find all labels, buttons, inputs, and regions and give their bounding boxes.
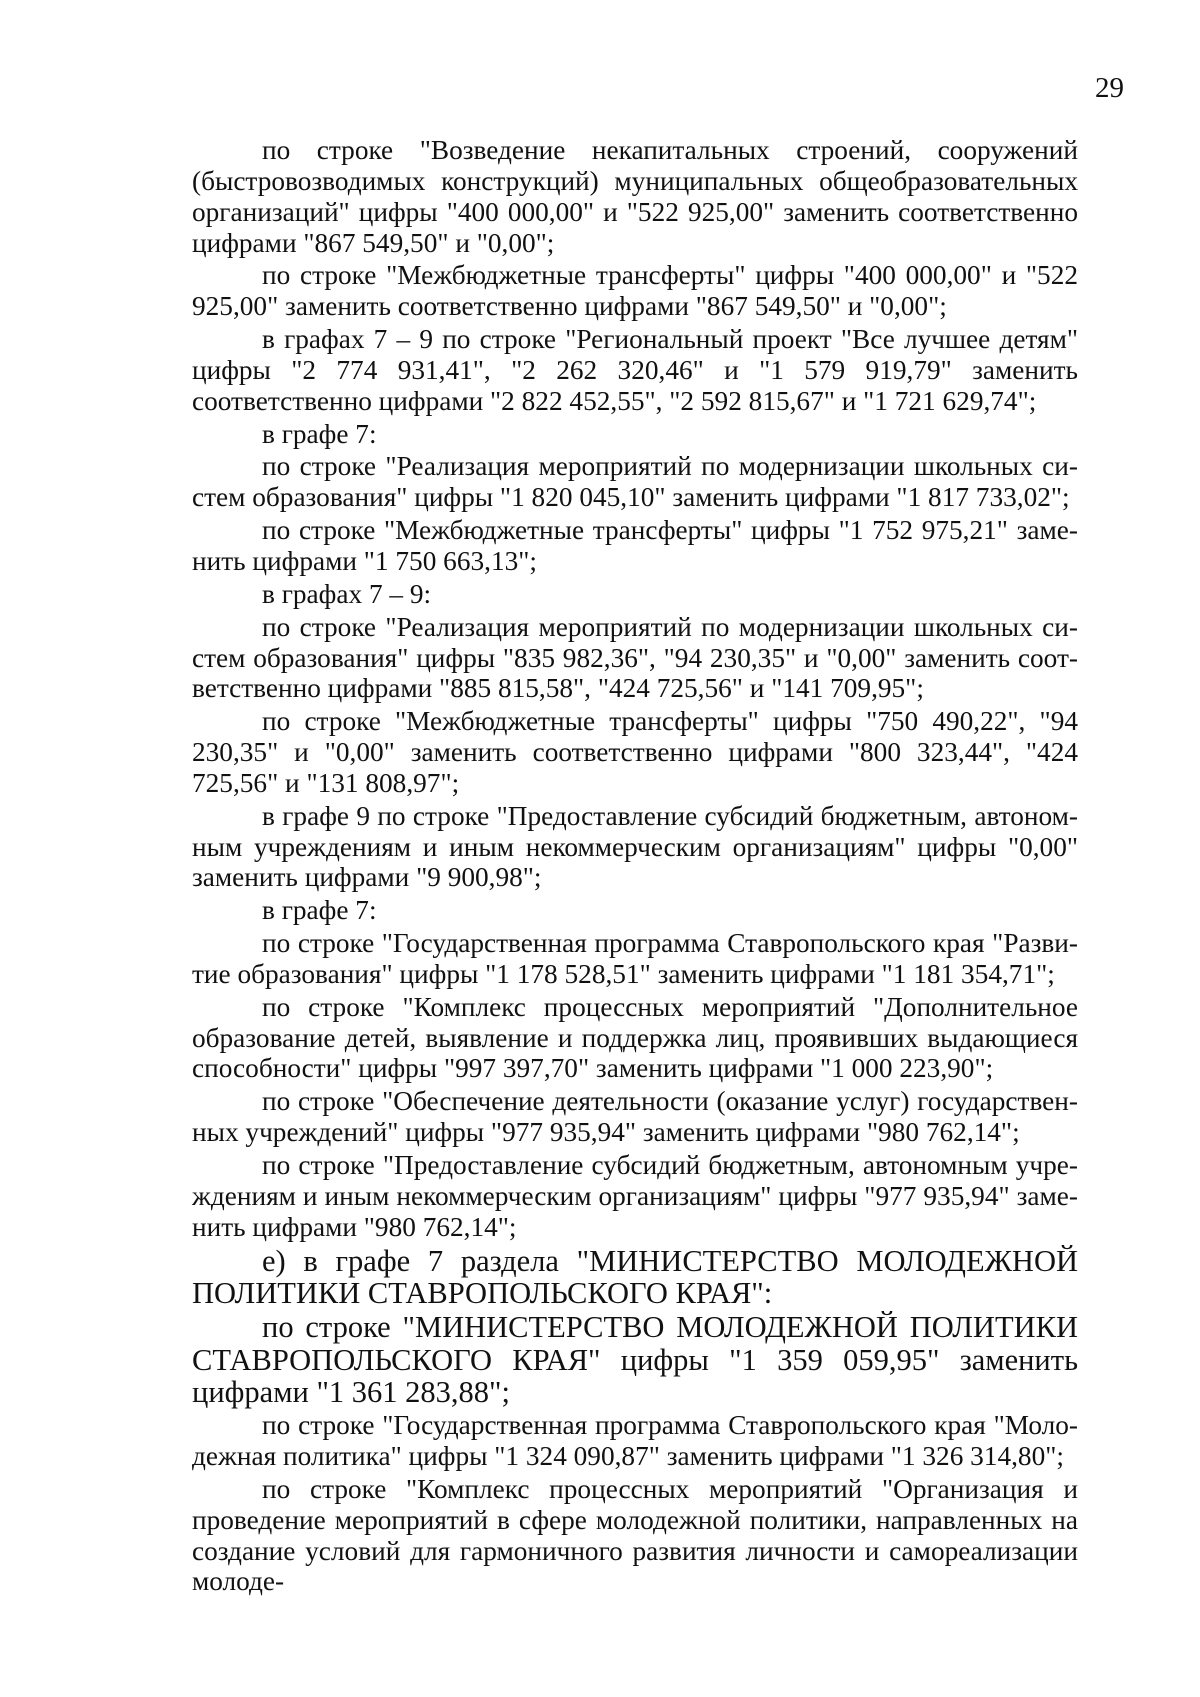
paragraph: по строке "Межбюджетные трансферты" цифры "750 490,22", "94 230,35" и "0,00" заменить соответственно цифрами "800 323,44", "424 725,56" и "131 808,97"; [192, 706, 1078, 798]
paragraph: в графе 7: [262, 895, 377, 926]
paragraph: по строке "МИНИСТЕРСТВО МОЛОДЕЖНОЙ ПОЛИТИКИ СТАВРОПОЛЬСКОГО КРАЯ" цифры "1 359 059,95" заменить цифрами "1 361 283,88"; [192, 1310, 1078, 1409]
paragraph: в графе 7: [262, 418, 377, 449]
paragraph: по строке "Государственная программа Ставропольского края "Развитие образования" цифры "1 178 528,51" заменить цифрами "1 181 354,71"; [192, 928, 1078, 989]
paragraph: по строке "Государственная программа Ставропольского края "Молодежная политика" цифры "1 324 090,87" заменить цифрами "1 326 314,80"; [192, 1410, 1078, 1472]
paragraph: по строке "Предоставление субсидий бюджетным, автономным учреждениям и иным некоммерческим организациям" цифры "977 935,94" заменить цифрами "980 762,14"; [192, 1150, 1078, 1242]
paragraph: по строке "Возведение некапитальных строений, сооружений (быстровозводимых конструкций) муниципальных общеобразовательных организаций" цифры "400 000,00" и "522 925,00" заменить соответственно цифрами "867 549,50" и "0,00"; [192, 135, 1078, 258]
paragraph: по строке "Межбюджетные трансферты" цифры "400 000,00" и "522 925,00" заменить соответственно цифрами "867 549,50" и "0,00"; [192, 260, 1078, 322]
paragraph: по строке "Обеспечение деятельности (оказание услуг) государственных учреждений" цифры "977 935,94" заменить цифрами "980 762,14"; [192, 1086, 1078, 1148]
section-heading: е) в графе 7 раздела "МИНИСТЕРСТВО МОЛОДЕЖНОЙ ПОЛИТИКИ СТАВРОПОЛЬСКОГО КРАЯ": [192, 1243, 1078, 1310]
paragraph: в графах 7 – 9: [262, 578, 432, 609]
paragraph: в графе 9 по строке "Предоставление субсидий бюджетным, автономным учреждениям и иным некоммерческим организациям" цифры "0,00" заменить цифрами "9 900,98"; [192, 800, 1078, 893]
document-body [192, 135, 1078, 1599]
paragraph: в графах 7 – 9 по строке "Региональный проект "Все лучшее детям" цифры "2 774 931,41", "2 262 320,46" и "1 579 919,79" заменить соответственно цифрами "2 822 452,55", "2 592 815,67" и "1 721 629,74"; [192, 324, 1078, 416]
page-number: 29 [1095, 72, 1124, 104]
paragraph: по строке "Комплекс процессных мероприятий "Организация и проведение мероприятий в сфере молодежной политики, направленных на создание условий для гармоничного развития личности и самореализации молоде- [192, 1473, 1078, 1597]
paragraph: по строке "Комплекс процессных мероприятий "Дополнительное образование детей, выявление и поддержка лиц, проявивших выдающиеся способности" цифры "997 397,70" заменить цифрами "1 000 223,90"; [192, 991, 1078, 1084]
paragraph: по строке "Реализация мероприятий по модернизации школьных систем образования" цифры "1 820 045,10" заменить цифрами "1 817 733,02"; [192, 451, 1078, 513]
paragraph: по строке "Межбюджетные трансферты" цифры "1 752 975,21" заменить цифрами "1 750 663,13"; [192, 515, 1078, 576]
paragraph: по строке "Реализация мероприятий по модернизации школьных систем образования" цифры "835 982,36", "94 230,35" и "0,00" заменить соответственно цифрами "885 815,58", "424 725,56" и "141 709,95"; [192, 611, 1078, 704]
